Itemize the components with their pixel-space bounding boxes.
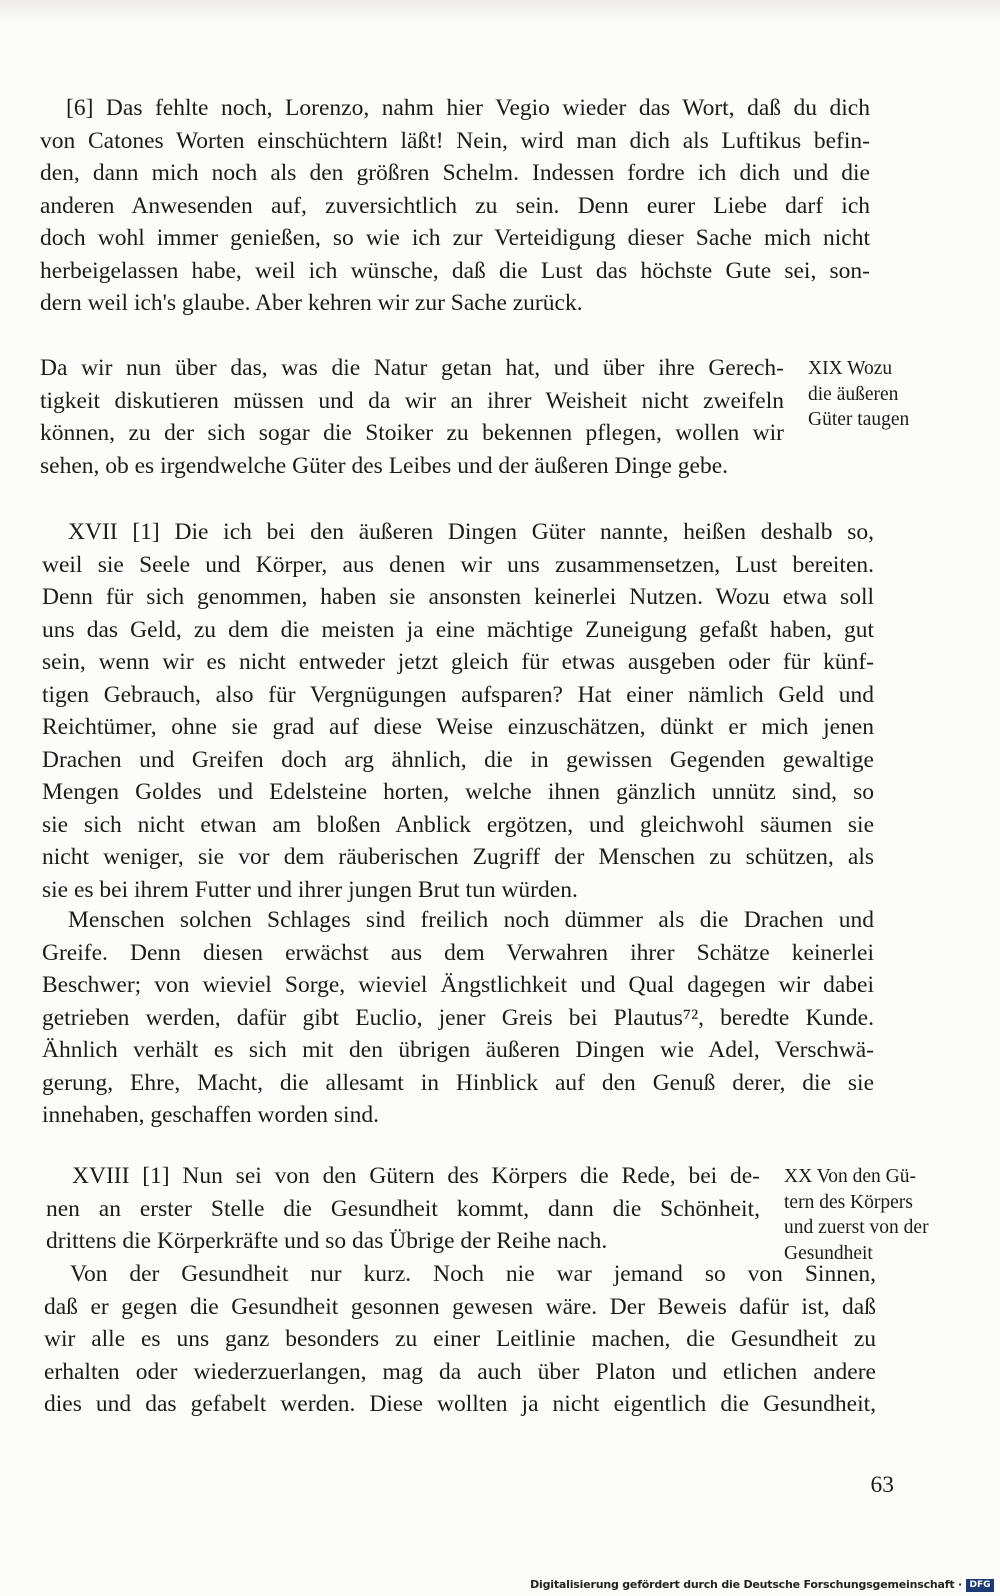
margin-note-line: tern des Körpers	[784, 1191, 913, 1213]
text-line: weil sie Seele und Körper, aus denen wir uns zusammensetzen, Lust bereiten.	[42, 551, 874, 578]
footer	[0, 1574, 1000, 1596]
text-line: XVIII [1] Nun sei von den Gütern des Körpers die Rede, bei de-	[72, 1163, 760, 1189]
margin-note-line: XIX Wozu	[808, 358, 893, 379]
text-line: Da wir nun über das, was die Natur getan hat, und über ihre Gerech-	[40, 355, 784, 381]
text-line: dern weil ich's glaube. Aber kehren wir zur Sache zurück.	[40, 290, 583, 316]
paragraph-xvii	[42, 516, 874, 906]
text-line: Greife. Denn diesen erwächst aus dem Verwahren ihrer Schätze keinerlei	[42, 939, 874, 966]
text-line: können, zu der sich sogar die Stoiker zu bekennen pflegen, wollen wir	[40, 420, 784, 446]
text-line: sie es bei ihrem Futter und ihrer jungen Brut tun würden.	[42, 876, 578, 903]
paragraph-menschen	[42, 904, 874, 1132]
text-line: sein, wenn wir es nicht entweder jetzt gleich für etwas ausgeben oder für künf-	[42, 649, 874, 675]
margin-note-line: XX Von den Gü-	[784, 1166, 916, 1187]
paragraph-6	[40, 92, 870, 320]
dfg-logo-icon: DFG	[966, 1579, 994, 1592]
text-line: nicht weniger, sie vor dem räuberischen Zugriff der Menschen zu schützen, als	[42, 844, 874, 870]
text-line: innehaben, geschaffen worden sind.	[42, 1102, 379, 1128]
text-line: nen an erster Stelle die Gesundheit kommt, dann die Schönheit,	[46, 1195, 760, 1222]
text-line: Mengen Goldes und Edelsteine horten, welche ihnen gänzlich unnütz sind, so	[42, 779, 874, 805]
text-line: Reichtümer, ohne sie grad auf diese Weise einzuschätzen, dünkt er mich jenen	[42, 714, 874, 740]
text-line: Beschwer; von wieviel Sorge, wieviel Ängstlichkeit und Qual dagegen wir dabei	[42, 972, 874, 998]
margin-note-line: und zuerst von der	[784, 1217, 929, 1238]
margin-note-line: die äußeren	[808, 383, 899, 405]
scan-edge	[0, 0, 1000, 24]
margin-note-xx	[784, 1164, 929, 1266]
text-line: doch wohl immer genießen, so wie ich zur Verteidigung dieser Sache mich nicht	[40, 225, 870, 251]
margin-note-xix	[808, 356, 909, 433]
paragraph-natur	[40, 352, 784, 482]
text-line: von Catones Worten einschüchtern läßt! Nein, wird man dich als Luftikus befin-	[40, 127, 870, 154]
text-line: erhalten oder wiederzuerlangen, mag da auch über Platon und etlichen andere	[44, 1358, 876, 1385]
text-line: gerung, Ehre, Macht, die allesamt in Hinblick auf den Genuß derer, die sie	[42, 1069, 874, 1096]
text-line: uns das Geld, zu dem die meisten ja eine mächtige Zuneigung gefaßt haben, gut	[42, 616, 874, 643]
text-line: sehen, ob es irgendwelche Güter des Leibes und der äußeren Dinge gebe.	[40, 452, 728, 479]
text-line: Von der Gesundheit nur kurz. Noch nie war jemand so von Sinnen,	[70, 1261, 876, 1287]
text-line: dies und das gefabelt werden. Diese wollten ja nicht eigentlich die Gesundheit,	[44, 1391, 876, 1417]
text-line: [6] Das fehlte noch, Lorenzo, nahm hier Vegio wieder das Wort, daß du dich	[66, 95, 870, 121]
text-line: den, dann mich noch als den größren Schelm. Indessen fordre ich dich und die	[40, 160, 870, 186]
paragraph-xviii	[46, 1160, 760, 1258]
text-line: tigen Gebrauch, also für Vergnügungen aufsparen? Hat einer nämlich Geld und	[42, 681, 874, 708]
text-line: tigkeit diskutieren müssen und da wir an ihrer Weisheit nicht zweifeln	[40, 387, 784, 414]
text-line: Ähnlich verhält es sich mit den übrigen äußeren Dingen wie Adel, Verschwä-	[42, 1037, 874, 1063]
text-line: daß er gegen die Gesundheit gesonnen gewesen wäre. Der Beweis dafür ist, daß	[44, 1293, 876, 1320]
text-line: Menschen solchen Schlages sind freilich noch dümmer als die Drachen und	[68, 907, 874, 933]
text-line: Drachen und Greifen doch arg ähnlich, die in gewissen Gegenden gewaltige	[42, 746, 874, 773]
text-line: anderen Anwesenden auf, zuversichtlich zu sein. Denn eurer Liebe darf ich	[40, 192, 870, 219]
margin-note-line: Güter taugen	[808, 409, 910, 430]
margin-note-line: Gesundheit	[784, 1242, 873, 1264]
text-line: wir alle es uns ganz besonders zu einer Leitlinie machen, die Gesundheit zu	[44, 1326, 876, 1352]
text-line: sie sich nicht etwan am bloßen Anblick ergötzen, und gleichwohl säumen sie	[42, 811, 874, 838]
text-line: XVII [1] Die ich bei den äußeren Dingen Güter nannte, heißen deshalb so,	[68, 519, 874, 545]
text-line: herbeigelassen habe, weil ich wünsche, daß die Lust das höchste Gute sei, son-	[40, 257, 870, 284]
page-number: 63	[870, 1472, 894, 1498]
text-line: Denn für sich genommen, haben sie ansonsten keinerlei Nutzen. Wozu etwa soll	[42, 584, 874, 610]
paragraph-gesundheit	[44, 1258, 876, 1421]
text-line: getrieben werden, dafür gibt Euclio, jener Greis bei Plautus⁷², beredte Kunde.	[42, 1004, 874, 1031]
text-line: drittens die Körperkräfte und so das Übrige der Reihe nach.	[46, 1228, 608, 1254]
footer-credit: Digitalisierung gefördert durch die Deutsche Forschungsgemeinschaft ·	[530, 1578, 962, 1591]
